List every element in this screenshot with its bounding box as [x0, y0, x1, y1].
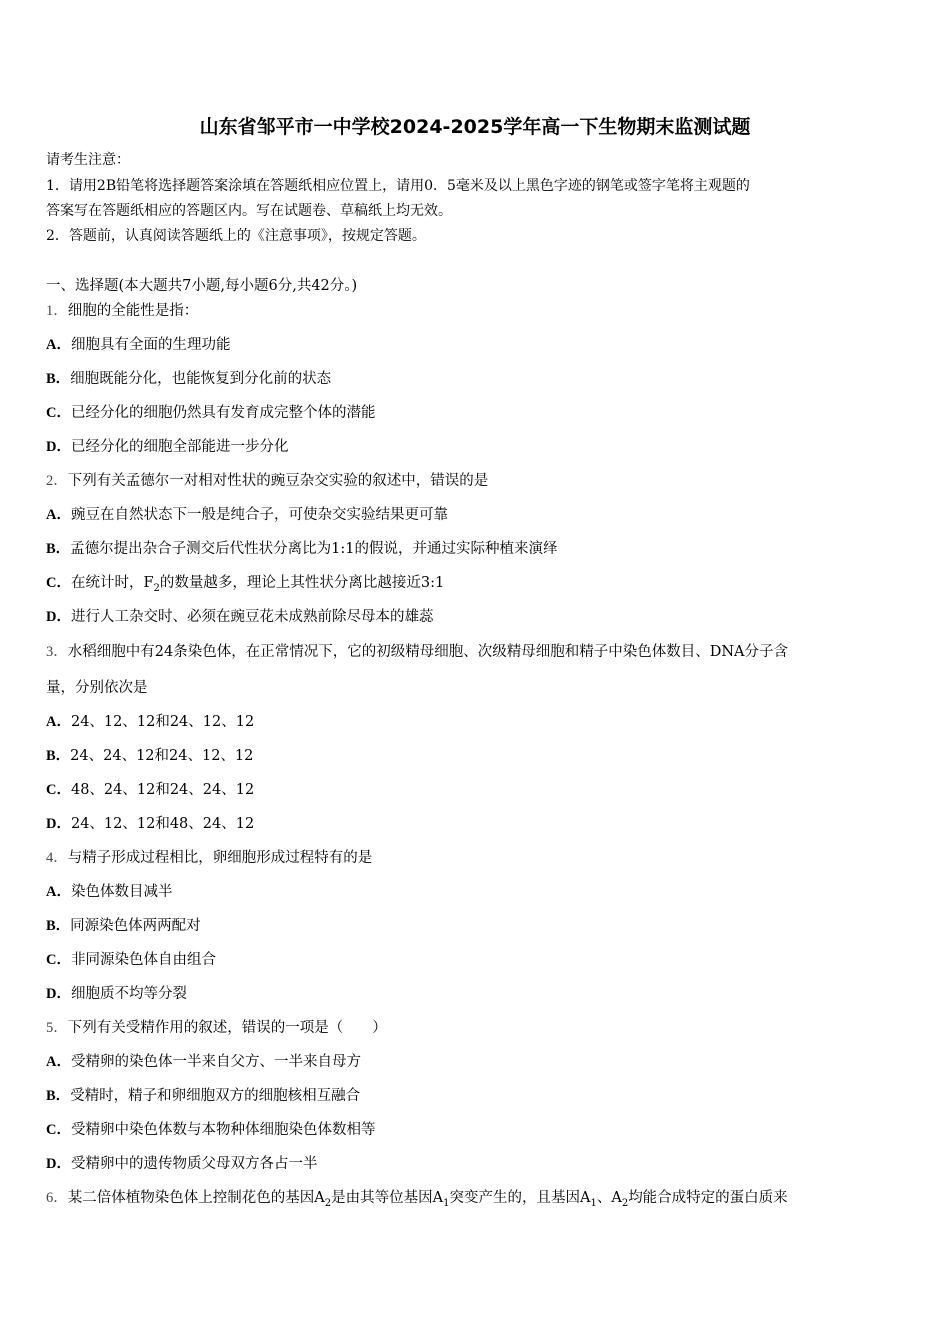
option-text: 受精时，精子和卵细胞双方的细胞核相互融合	[70, 1088, 361, 1104]
option-letter: D．	[46, 816, 71, 832]
option-letter: D．	[46, 609, 71, 625]
option-text: 细胞具有全面的生理功能	[70, 337, 231, 353]
option-1a	[46, 335, 916, 355]
option-letter: A．	[46, 884, 71, 900]
option-letter: A．	[46, 337, 71, 353]
option-3b	[46, 746, 916, 766]
option-text: 细胞质不均等分裂	[70, 986, 187, 1002]
option-letter: B．	[46, 918, 71, 934]
question-stem-part: 突变产生的，且基因A	[449, 1190, 591, 1206]
option-letter: A．	[46, 1054, 71, 1070]
option-letter: A．	[46, 507, 71, 523]
question-2	[46, 471, 916, 491]
question-number: 3．	[46, 644, 68, 660]
question-stem-part: 是由其等位基因A	[331, 1190, 444, 1206]
option-5a	[46, 1052, 916, 1072]
question-stem-part: 均能合成特定的蛋白质来	[628, 1190, 788, 1206]
option-letter: B．	[46, 371, 71, 387]
question-number: 5．	[46, 1020, 68, 1036]
option-5c	[46, 1120, 916, 1140]
option-letter: D．	[46, 439, 71, 455]
question-stem-part: 某二倍体植物染色体上控制花色的基因A	[67, 1190, 325, 1206]
question-number: 1．	[46, 303, 68, 319]
subscript: 2	[621, 1197, 629, 1209]
option-letter: C．	[46, 782, 71, 798]
option-text: 受精卵中染色体数与本物种体细胞染色体数相等	[70, 1122, 376, 1138]
option-3c	[46, 780, 916, 800]
option-text: 孟德尔提出杂合子测交后代性状分离比为1:1的假说，并通过实际种植来演绎	[70, 541, 558, 557]
option-text: 非同源染色体自由组合	[70, 952, 216, 968]
question-stem: 细胞的全能性是指：	[67, 303, 199, 319]
option-text: 受精卵中的遗传物质父母双方各占一半	[70, 1156, 318, 1172]
option-2b	[46, 539, 916, 559]
option-4d	[46, 984, 916, 1004]
question-6	[46, 1188, 916, 1214]
option-letter: C．	[46, 575, 71, 591]
option-4a	[46, 882, 916, 902]
option-5d	[46, 1154, 916, 1174]
question-1	[46, 301, 916, 321]
question-stem: 下列有关孟德尔一对相对性状的豌豆杂交实验的叙述中，错误的是	[67, 473, 489, 489]
question-number: 2．	[46, 473, 68, 489]
option-text: 24、12、12和48、24、12	[70, 816, 255, 832]
question-3-cont: 量，分别依次是	[46, 680, 148, 696]
option-text: 24、24、12和24、12、12	[70, 748, 254, 764]
option-3a	[46, 712, 916, 732]
option-3d	[46, 814, 916, 834]
option-text: 豌豆在自然状态下一般是纯合子，可使杂交实验结果更可靠	[70, 507, 448, 523]
option-text-after: 的数量越多，理论上其性状分离比越接近3:1	[159, 575, 445, 591]
option-letter: B．	[46, 1088, 71, 1104]
subscript: 2	[153, 582, 160, 594]
option-letter: C．	[46, 952, 71, 968]
subscript: 1	[590, 1197, 597, 1209]
option-text: 染色体数目减半	[70, 884, 173, 900]
option-1d	[46, 437, 916, 457]
option-letter: D．	[46, 1156, 71, 1172]
option-letter: C．	[46, 405, 71, 421]
question-4	[46, 848, 916, 868]
question-3	[46, 642, 916, 662]
option-letter: B．	[46, 541, 71, 557]
option-2c	[46, 573, 916, 599]
question-number: 4．	[46, 850, 68, 866]
option-letter: D．	[46, 986, 71, 1002]
option-text-before: 在统计时，F	[70, 575, 154, 591]
option-letter: B．	[46, 748, 71, 764]
option-text: 同源染色体两两配对	[70, 918, 201, 934]
option-5b	[46, 1086, 916, 1106]
option-text: 进行人工杂交时、必须在豌豆花未成熟前除尽母本的雄蕊	[70, 609, 434, 625]
option-text: 已经分化的细胞仍然具有发育成完整个体的潜能	[70, 405, 376, 421]
page-title: 山东省邹平市一中学校2024-2025学年高一下生物期末监测试题	[199, 116, 751, 138]
section-heading: 一、选择题(本大题共7小题,每小题6分,共42分。)	[46, 278, 358, 294]
option-letter: C．	[46, 1122, 71, 1138]
subscript: 1	[443, 1197, 450, 1209]
question-stem: 下列有关受精作用的叙述，错误的一项是（ ）	[67, 1020, 387, 1036]
notice-item-2: 2．答题前，认真阅读答题纸上的《注意事项》，按规定答题。	[46, 228, 426, 244]
option-text: 受精卵的染色体一半来自父方、一半来自母方	[70, 1054, 361, 1070]
option-4c	[46, 950, 916, 970]
question-number: 6．	[46, 1190, 68, 1206]
notice-item-1-cont: 答案写在答题纸相应的答题区内。写在试题卷、草稿纸上均无效。	[46, 203, 452, 219]
option-text: 细胞既能分化，也能恢复到分化前的状态	[70, 371, 332, 387]
option-4b	[46, 916, 916, 936]
option-letter: A．	[46, 714, 71, 730]
option-text: 24、12、12和24、12、12	[70, 714, 255, 730]
question-5	[46, 1018, 916, 1038]
option-1b	[46, 369, 916, 389]
option-text: 48、24、12和24、24、12	[70, 782, 255, 798]
subscript: 2	[324, 1197, 332, 1209]
question-stem: 水稻细胞中有24条染色体，在正常情况下，它的初级精母细胞、次级精母细胞和精子中染色体数目、DNA分子含	[67, 644, 788, 660]
question-stem: 与精子形成过程相比，卵细胞形成过程特有的是	[67, 850, 373, 866]
option-text: 已经分化的细胞全部能进一步分化	[70, 439, 289, 455]
notice-item-1: 1．请用2B铅笔将选择题答案涂填在答题纸相应位置上，请用0．5毫米及以上黑色字迹的钢笔或签字笔将主观题的	[46, 178, 750, 194]
question-stem-part: 、A	[596, 1190, 622, 1206]
option-2a	[46, 505, 916, 525]
option-2d	[46, 607, 916, 627]
option-1c	[46, 403, 916, 423]
notice-heading: 请考生注意：	[46, 152, 130, 168]
